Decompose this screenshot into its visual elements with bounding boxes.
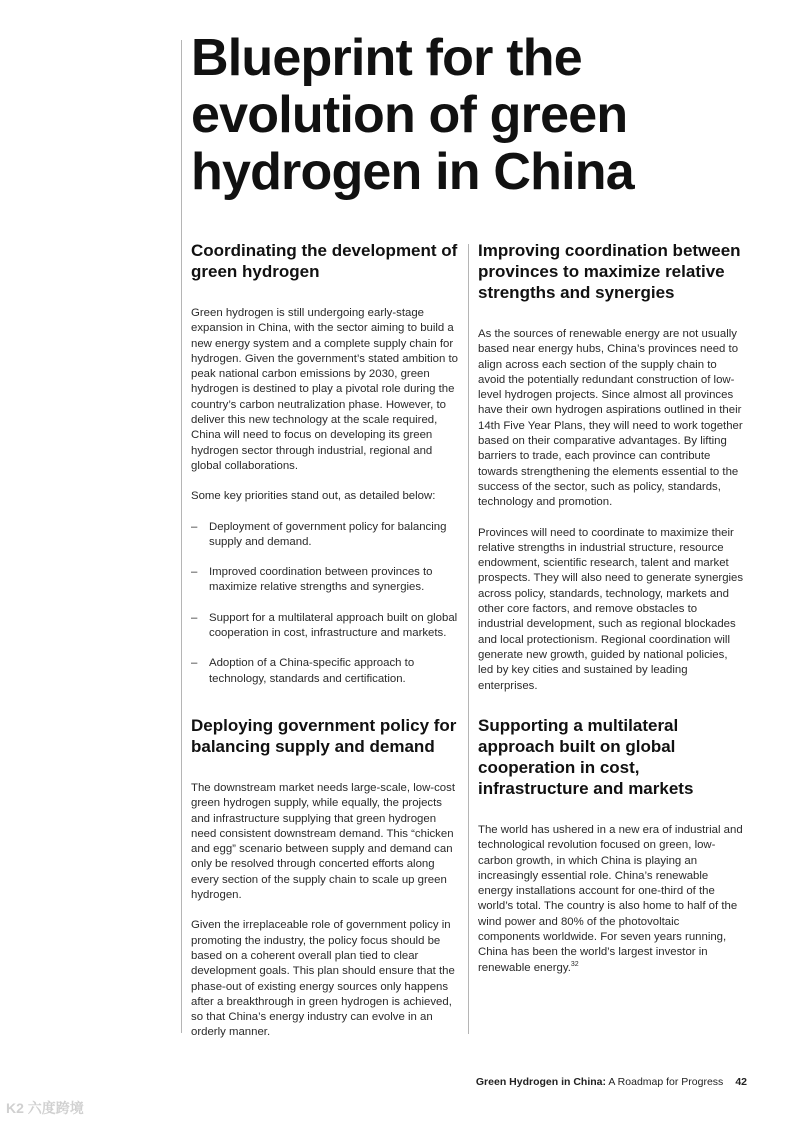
watermark-logo: K2 六度跨境: [6, 1100, 84, 1116]
section-coordinating: [191, 240, 459, 687]
list-item: – Deployment of government policy for balancing supply and demand.: [191, 520, 459, 551]
section-heading: Coordinating the development of green hydrogen: [191, 241, 458, 281]
paragraph: [478, 823, 744, 976]
page-title: Blueprint for the evolution of green hydrogen in China: [191, 29, 634, 201]
section-heading: Deploying government policy for balancing supply and demand: [191, 716, 457, 756]
paragraph: Some key priorities stand out, as detailed below:: [191, 490, 436, 503]
section-provinces: [478, 240, 744, 694]
left-rule: [181, 40, 182, 1033]
page-footer: [476, 1076, 747, 1088]
section-heading: Supporting a multilateral approach built on global cooperation in cost, infrastructure and markets: [478, 716, 694, 798]
section-multilateral: [478, 715, 744, 976]
section-heading: Improving coordination between provinces to maximize relative strengths and synergies: [478, 241, 741, 302]
priority-list: [191, 520, 459, 687]
paragraph: Green hydrogen is still undergoing early-stage expansion in China, with the sector aiming to build a new energy system and a complete supply chain for hydrogen. Given the government’s stated ambition to peak national carbon emissions by 2030, green hydrogen is destined to play a pivotal role during the country’s carbon neutralization phase. However, to deliver this new technology at the scale required, China will need to focus on developing its green hydrogen sector through industrial, regional and global collaborations.: [191, 307, 458, 472]
section-government-policy: [191, 715, 459, 1041]
footnote-marker: 32: [570, 960, 579, 968]
paragraph: Provinces will need to coordinate to maximize their relative strengths in industrial structure, resource endowment, scientific research, talent and market prospects. They will also need to generate synergies across policy, standards, technology, markets and other core factors, and remove obstacles to industrial development, such as regional blockades and local protectionism. Regional coordination will generate new growth, guided by national policies, led by key cities and sustained by leading enterprises.: [478, 526, 744, 692]
footer-subtitle: A Roadmap for Progress: [606, 1076, 724, 1088]
paragraph: Given the irreplaceable role of government policy in promoting the industry, the policy focus should be based on a coherent overall plan tied to clear development goals. This plan should ensure that the phase-out of existing energy sources only happens after a breakthrough in green hydrogen is achieved, so that China’s energy industry can evolve in an orderly manner.: [191, 919, 455, 1039]
paragraph: As the sources of renewable energy are not usually based near energy hubs, China’s provinces need to align across each section of the supply chain to avoid the potentially redundant construction of low-level hydrogen projects. Since almost all provinces have their own hydrogen aspirations outlined in their 14th Five Year Plans, they will need to work together based on their comparative advantages. By lifting barriers to trade, each province can contribute towards strengthening the elements essential to the success of the sector, such as policy, standards, technology and promotion.: [478, 328, 743, 509]
paragraph-text: The world has ushered in a new era of industrial and technological revolution focused on green, low-carbon growth, in which China is playing an increasingly essential role. China’s renewable energy installations account for one-third of the world’s total. The country is also home to half of the wind power and 80% of the photovoltaic components worldwide. For seven years running, China has been the world’s largest investor in renewable energy.: [478, 824, 743, 974]
list-item: – Adoption of a China-specific approach to technology, standards and certification.: [191, 656, 459, 687]
page-number: 42: [735, 1076, 747, 1088]
list-item: – Improved coordination between provinces to maximize relative strengths and synergies.: [191, 565, 459, 596]
list-item: – Support for a multilateral approach built on global cooperation in cost, infrastructure and markets.: [191, 611, 459, 642]
paragraph: The downstream market needs large-scale, low-cost green hydrogen supply, while equally, the projects and infrastructure supplying that green hydrogen need consistent downstream demand. This “chicken and egg” scenario between supply and demand can only be resolved through concerted efforts along every section of the supply chain to scale up green hydrogen.: [191, 782, 455, 902]
footer-report-title: Green Hydrogen in China:: [475, 1076, 606, 1088]
column-divider: [468, 244, 469, 1034]
